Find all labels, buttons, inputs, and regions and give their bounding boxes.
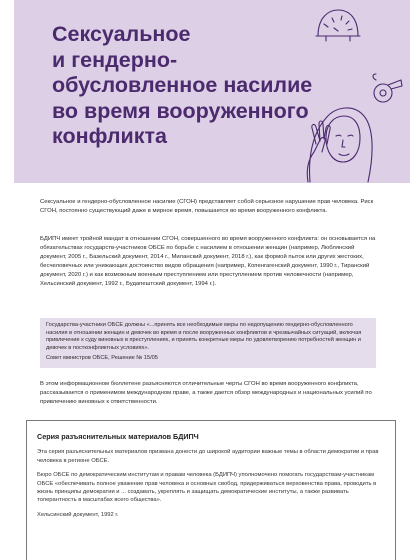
woman-raised-hand-icon bbox=[296, 94, 380, 183]
series-citation: Хельсинский документ, 1992 г. bbox=[37, 511, 119, 518]
header-band bbox=[14, 0, 410, 183]
quote-box bbox=[40, 318, 376, 368]
series-box bbox=[26, 420, 396, 560]
title-line: конфликта bbox=[52, 124, 167, 148]
title-line: во время вооруженного bbox=[52, 98, 309, 123]
series-paragraph: Эта серия разъяснительных материалов призвана донести до широкой аудитории важные темы в области демократии и прав человека в регионе ОБСЕ. bbox=[37, 449, 379, 464]
title-line: и гендерно- bbox=[52, 47, 178, 72]
title-line: обусловленное насилие bbox=[52, 73, 313, 97]
intro-paragraph: Сексуальное и гендерно-обусловленное насилие (СГОН) представляет собой серьезное нарушение прав человека. Риск СГОН, постоянно существующий даже в мирное время, повышается во время вооруженного конфликта. bbox=[40, 199, 374, 214]
quote-text: Государства-участники ОБСЕ должны «...принять все необходимые меры по недопущению гендерно-обусловленного насилия в отношении женщин и девочек во время и после вооруженных конфликтов и чрезвычайных ситуаций, включая привлечение к суду виновных в преступлениях, и принять конкретные меры по удовлетворению потребностей женщин и девочек в постконфликтных условиях». bbox=[46, 322, 362, 351]
series-paragraph: Бюро ОБСЕ по демократическим институтам и правам человека (БДИПЧ) уполномочено помогать государствам-участникам ОБСЕ «обеспечивать полное уважение прав человека и основных свобод, придерживаться верховенства права, проводить в жизнь принципы демократии и ... создавать, укреплять и защищать демократические институты, а также развивать толерантность в масштабах всего общества». bbox=[37, 472, 377, 504]
mandate-paragraph: БДИПЧ имеет тройной мандат в отношении СГОН, совершенного во время вооруженного конфликта: он основывается на обязательствах государств-участников ОБСЕ по борьбе с насилием в отношении женщин (например, Люблянский документ, 2005 г., Базельский документ, 2014 г., Миланский документ, 2018 г.), как формой пыток или других жестоких, бесчеловечных или унижающих достоинство видов обращения (например, Копенгагенский документ, 1990 г., Тиранский документ, 2020 г.) и как возможным военным преступлением или преступлением против человечности (например, Хельсинский документ, 1992 г., Будапештский документ, 1994 г.). bbox=[40, 236, 376, 287]
page-title bbox=[52, 22, 312, 150]
quote-source: Совет министров ОБСЕ, Решение № 15/05 bbox=[46, 355, 158, 362]
helmet-icon bbox=[314, 6, 362, 44]
title-line: Сексуальное bbox=[52, 22, 191, 46]
bulletin-paragraph: В этом информационном бюллетене разъясняются отличительные черты СГОН во время вооруженного конфликта, рассказывается о применимом международном праве, а также дается обзор международных и национальных усилий по привлечению виновных к ответственности. bbox=[40, 381, 372, 405]
series-title: Серия разъяснительных материалов БДИПЧ bbox=[37, 432, 199, 441]
